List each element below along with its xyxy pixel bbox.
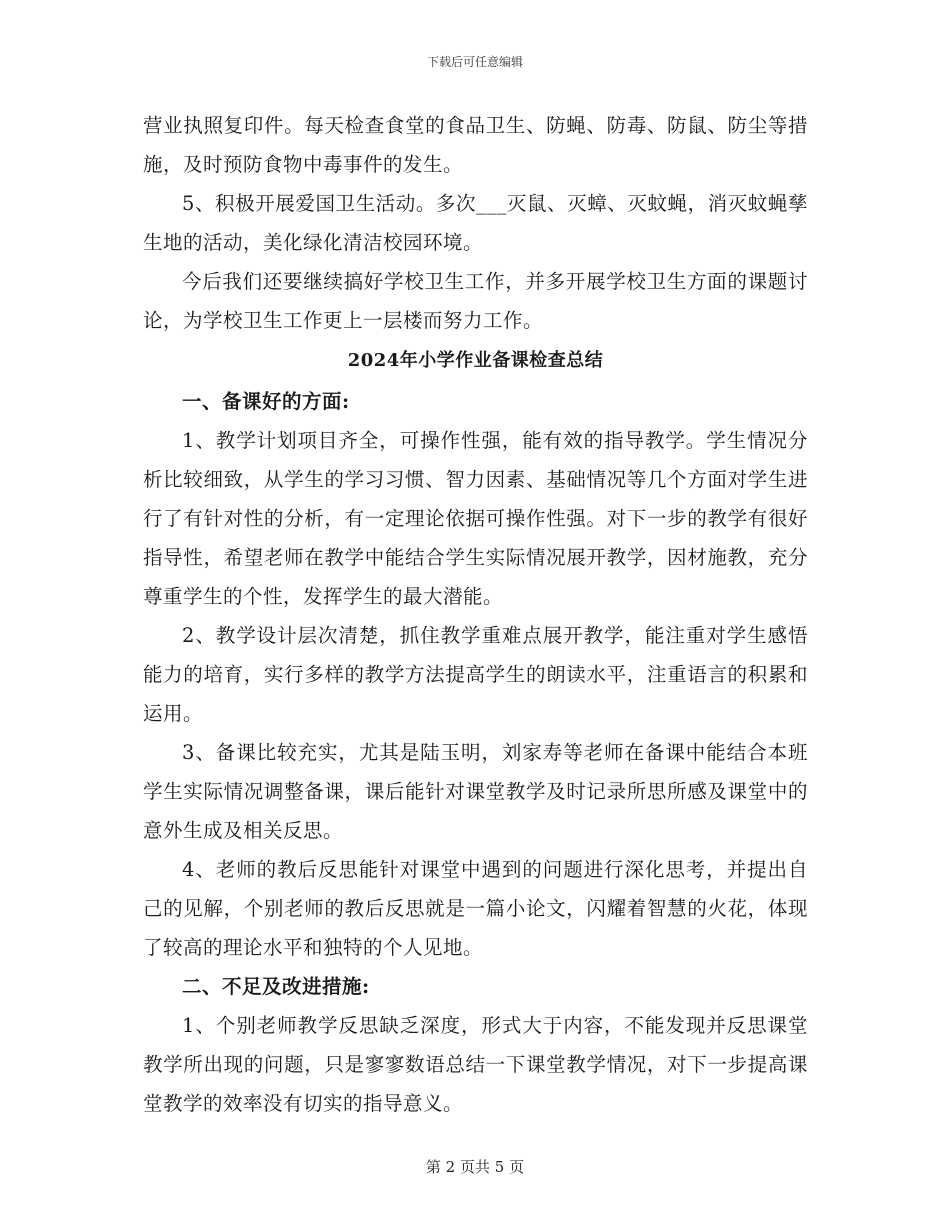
intro-paragraph-3: 今后我们还要继续搞好学校卫生工作，并多开展学校卫生方面的课题讨论，为学校卫生工作更上一层楼而努力工作。 bbox=[143, 270, 808, 332]
document-title: 2024年小学作业备课检查总结 bbox=[347, 350, 604, 371]
document-body bbox=[143, 106, 808, 1123]
page-number: 第 2 页共 5 页 bbox=[425, 1158, 525, 1176]
section-heading-strengths: 一、备课好的方面: bbox=[182, 390, 350, 413]
strength-item-3: 3、备课比较充实，尤其是陆玉明，刘家寿等老师在备课中能结合本班学生实际情况调整备课，课后能针对课堂教学及时记录所思所感及课堂中的意外生成及相关反思。 bbox=[143, 741, 808, 842]
strength-item-4: 4、老师的教后反思能针对课堂中遇到的问题进行深化思考，并提出自己的见解，个别老师的教后反思就是一篇小论文，闪耀着智慧的火花，体现了较高的理论水平和独特的个人见地。 bbox=[143, 858, 808, 959]
intro-paragraph-1: 营业执照复印件。每天检查食堂的食品卫生、防蝇、防毒、防鼠、防尘等措施，及时预防食物中毒事件的发生。 bbox=[143, 114, 808, 176]
strength-item-2: 2、教学设计层次清楚，抓住教学重难点展开教学，能注重对学生感悟能力的培育，实行多样的教学方法提高学生的朗读水平，注重语言的积累和运用。 bbox=[143, 624, 808, 725]
page-header-note: 下载后可任意编辑 bbox=[426, 55, 523, 69]
intro-paragraph-2: 5、积极开展爱国卫生活动。多次___灭鼠、灭蟑、灭蚊蝇，消灭蚊蝇孳生地的活动，美化绿化清洁校园环境。 bbox=[143, 192, 808, 254]
strength-item-1: 1、教学计划项目齐全，可操作性强，能有效的指导教学。学生情况分析比较细致，从学生的学习习惯、智力因素、基础情况等几个方面对学生进行了有针对性的分析，有一定理论依据可操作性强。对下一步的教学有很好指导性，希望老师在教学中能结合学生实际情况展开教学，因材施教，充分尊重学生的个性，发挥学生的最大潜能。 bbox=[143, 429, 808, 608]
section-heading-improvements: 二、不足及改进措施: bbox=[182, 975, 370, 998]
improvement-item-1: 1、个别老师教学反思缺乏深度，形式大于内容，不能发现并反思课堂教学所出现的问题，只是寥寥数语总结一下课堂教学情况，对下一步提高课堂教学的效率没有切实的指导意义。 bbox=[143, 1014, 808, 1115]
